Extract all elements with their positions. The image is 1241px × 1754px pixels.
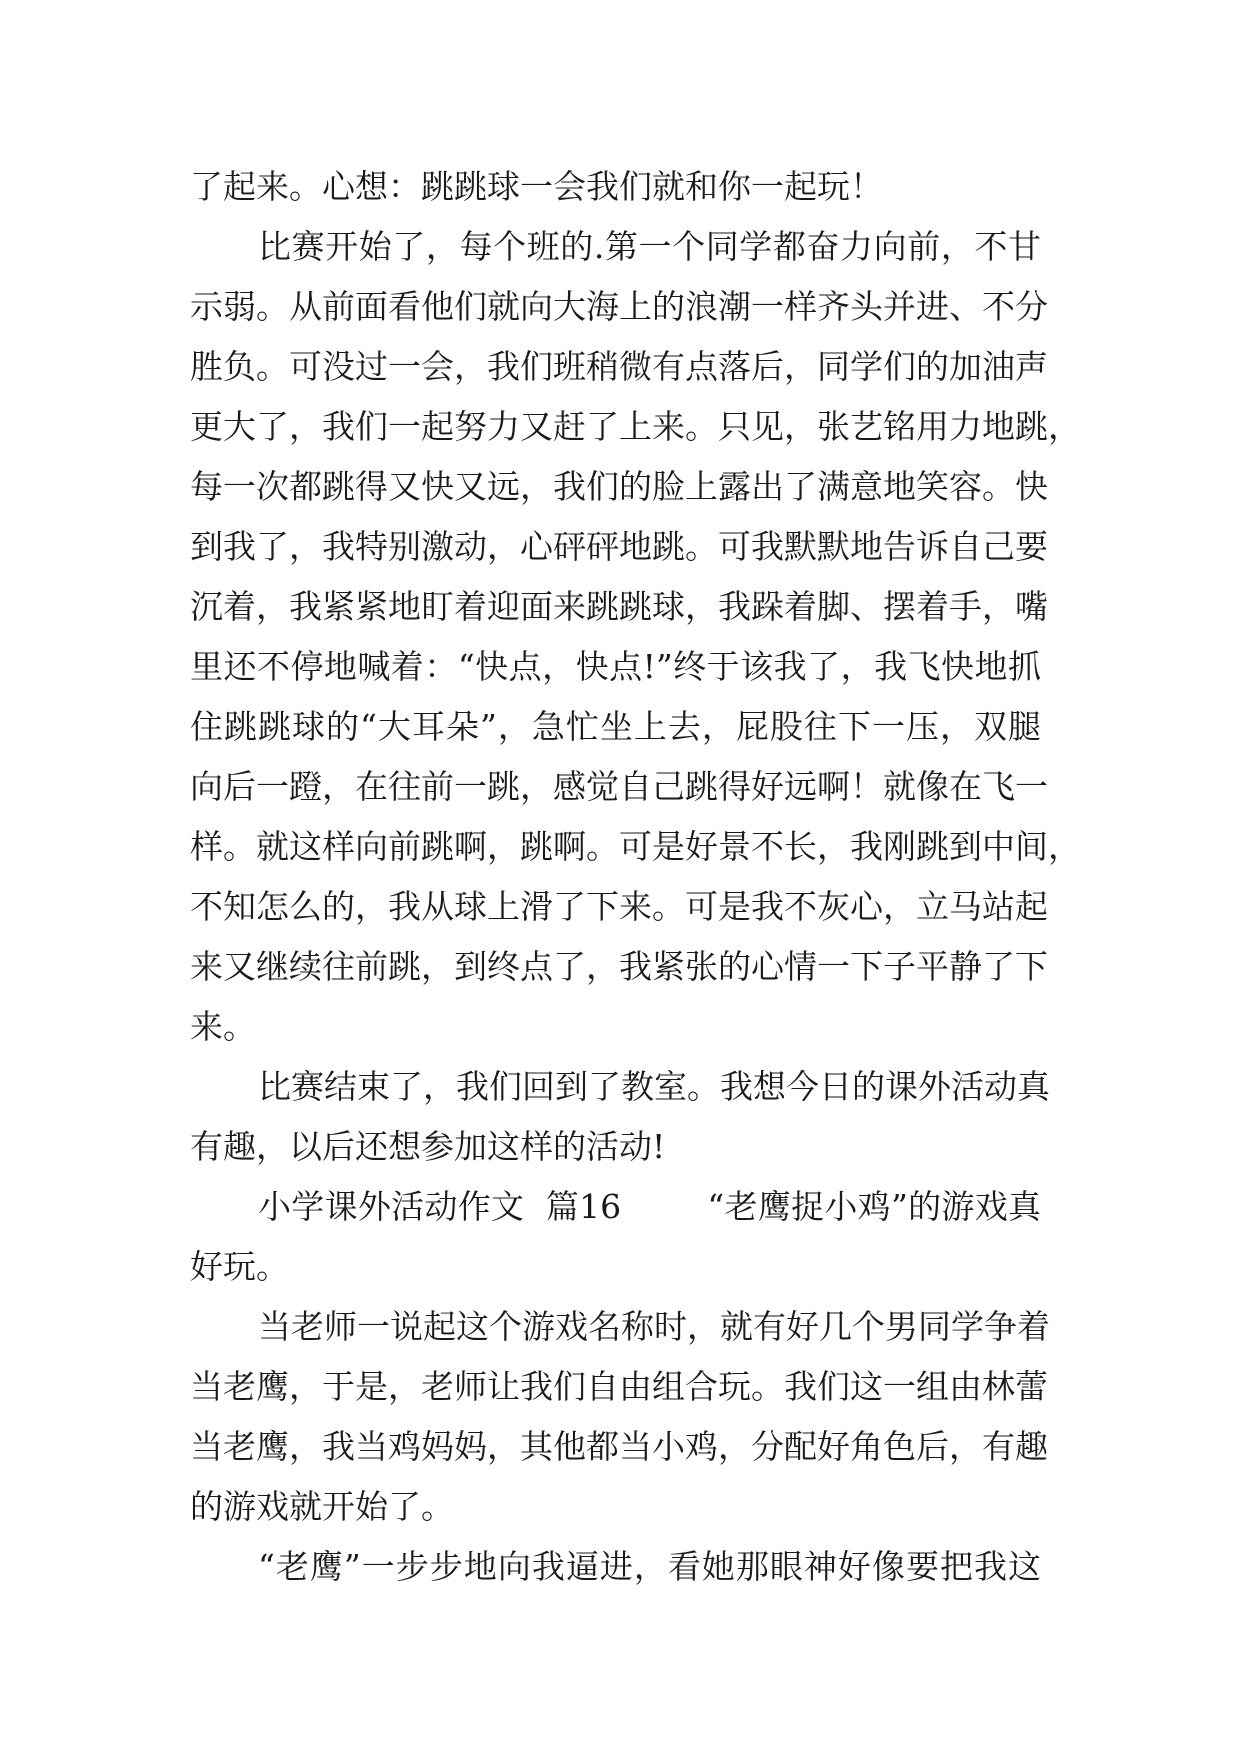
- text-line-8: 沉着，我紧紧地盯着迎面来跳跳球，我跺着脚、摆着手，嘴: [190, 587, 1048, 626]
- text-line-13: 不知怎么的，我从球上滑了下来。可是我不灰心，立马站起: [190, 887, 1048, 926]
- text-line-22: 当老鹰，我当鸡妈妈，其他都当小鸡，分配好角色后，有趣: [190, 1427, 1048, 1466]
- text-line-19: 好玩。: [190, 1247, 289, 1286]
- text-line-7: 到我了，我特别激动，心砰砰地跳。可我默默地告诉自己要: [190, 527, 1048, 566]
- text-line-23: 的游戏就开始了。: [190, 1487, 454, 1526]
- text-line-11: 向后一蹬，在往前一跳，感觉自己跳得好远啊！就像在飞一: [190, 767, 1048, 806]
- section-heading-line: 小学课外活动作文 篇16 “老鹰捉小鸡”的游戏真: [258, 1187, 1041, 1226]
- text-line-21: 当老鹰，于是，老师让我们自由组合玩。我们这一组由林蕾: [190, 1367, 1048, 1406]
- text-line-9: 里还不停地喊着：“快点，快点!”终于该我了，我飞快地抓: [190, 647, 1041, 686]
- text-line-10: 住跳跳球的“大耳朵”，急忙坐上去，屁股往下一压，双腿: [190, 707, 1041, 746]
- text-line-5: 更大了，我们一起努力又赶了上来。只见，张艺铭用力地跳，: [190, 407, 1081, 446]
- text-line-4: 胜负。可没过一会，我们班稍微有点落后，同学们的加油声: [190, 347, 1048, 386]
- text-line-17: 有趣，以后还想参加这样的活动!: [190, 1127, 666, 1166]
- text-line-20: 当老师一说起这个游戏名称时，就有好几个男同学争着: [258, 1307, 1050, 1346]
- text-line-16: 比赛结束了，我们回到了教室。我想今日的课外活动真: [258, 1067, 1050, 1106]
- text-line-1: 了起来。心想：跳跳球一会我们就和你一起玩！: [190, 167, 883, 206]
- text-line-6: 每一次都跳得又快又远，我们的脸上露出了满意地笑容。快: [190, 467, 1048, 506]
- text-line-3: 示弱。从前面看他们就向大海上的浪潮一样齐头并进、不分: [190, 287, 1048, 326]
- text-line-12: 样。就这样向前跳啊，跳啊。可是好景不长，我刚跳到中间，: [190, 827, 1081, 866]
- text-line-24: “老鹰”一步步地向我逼进，看她那眼神好像要把我这: [258, 1547, 1041, 1586]
- text-line-15: 来。: [190, 1007, 256, 1046]
- text-line-14: 来又继续往前跳，到终点了，我紧张的心情一下子平静了下: [190, 947, 1048, 986]
- text-line-2: 比赛开始了，每个班的.第一个同学都奋力向前，不甘: [258, 227, 1041, 266]
